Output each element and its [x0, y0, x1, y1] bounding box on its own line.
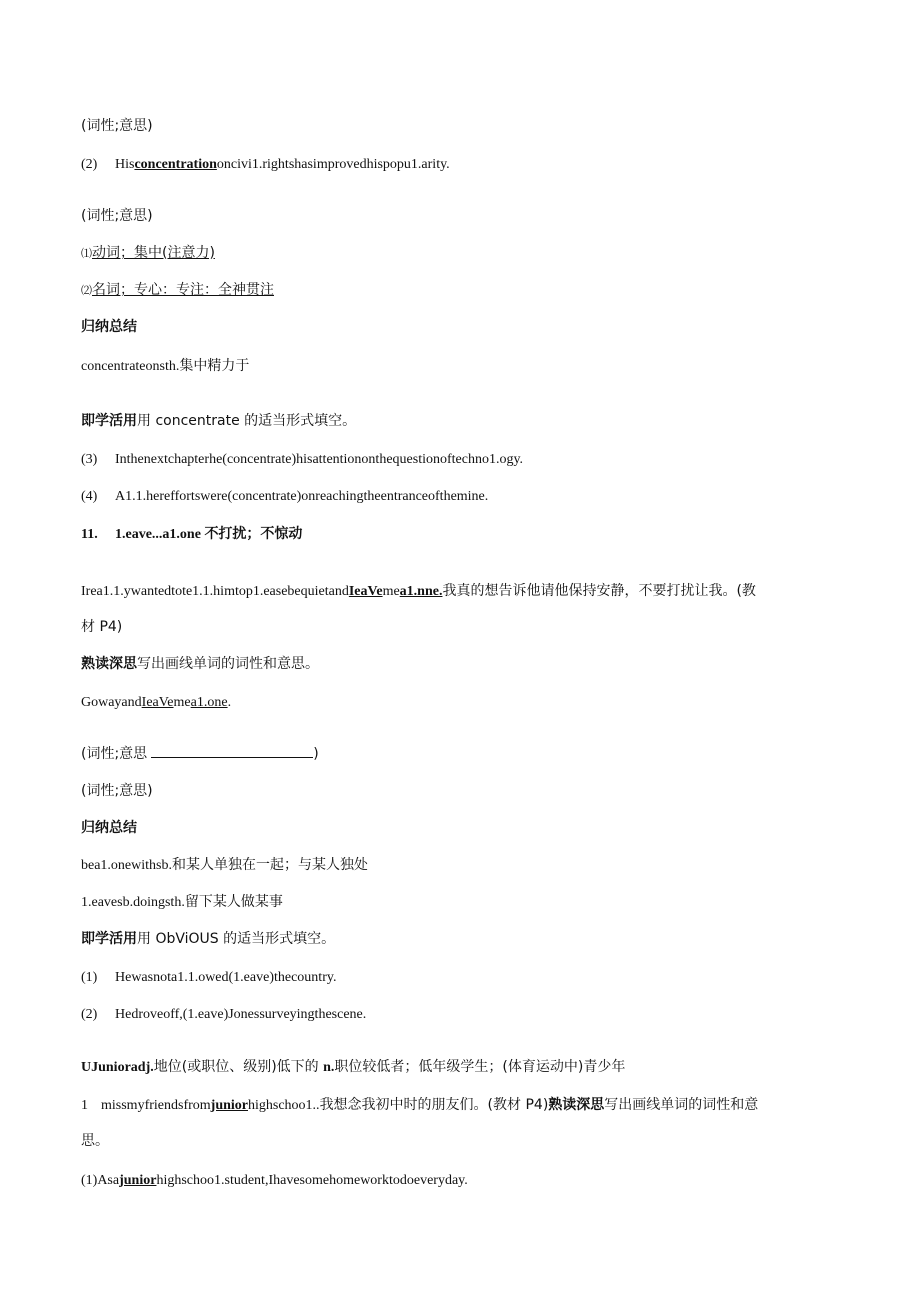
- exercise-item: (1) Hewasnota1.1.owed(1.eave)thecountry.: [81, 970, 337, 985]
- section-heading: 归纳总结: [81, 820, 137, 836]
- exercise-instruction: 熟读深思写出画线单词的词性和意思。: [81, 656, 319, 672]
- underlined-word: IeaVe: [141, 695, 174, 710]
- source-note: 材 P4): [81, 619, 123, 635]
- entry-heading: UJunioradj.地位(或职位、级别)低下的 n.职位较低者；低年级学生；(体育运动中)青少年: [81, 1059, 626, 1075]
- example-sentence: (1)Asajuniorhighschoo1.student,Ihavesomehomeworktodoeveryday.: [81, 1173, 468, 1188]
- exercise-item: (2) Hedroveoff,(1.eave)Jonessurveyingthescene.: [81, 1007, 367, 1022]
- meaning-item: ⑵名词；专心：专注：全神贯注: [81, 282, 274, 298]
- answer-blank[interactable]: [151, 745, 313, 758]
- phrase-line: 1.eavesb.doingsth.留下某人做某事: [81, 894, 283, 910]
- underlined-word: IeaVe: [348, 584, 383, 599]
- underlined-word: concentration: [134, 157, 217, 172]
- pos-meaning-line: (词性;意思 ): [81, 746, 319, 762]
- underlined-word: junior: [119, 1173, 157, 1188]
- entry-heading: 11. 1.eave...a1.one 不打扰；不惊动: [81, 526, 303, 542]
- phrase-line: concentrateonsth.集中精力于: [81, 358, 250, 374]
- underlined-word: junior: [210, 1098, 248, 1113]
- pos-meaning-line: (词性;意思): [81, 208, 153, 224]
- continuation-line: 思。: [81, 1133, 109, 1149]
- example-sentence: Irea1.1.ywantedtote1.1.himtop1.easebequietandIeaVemea1.nne.我真的想告诉他请他保持安静，不要打扰让我。(教: [81, 583, 756, 599]
- example-sentence: 1 missmyfriendsfromjuniorhighschoo1..我想念我初中时的朋友们。(教材 P4)熟读深思写出画线单词的词性和意: [81, 1097, 759, 1113]
- underlined-word: a1.one: [190, 695, 228, 710]
- example-sentence: GowayandIeaVemea1.one.: [81, 695, 232, 710]
- item-number: (2): [81, 157, 98, 172]
- exercise-instruction: 即学活用用 ObViOUS 的适当形式填空。: [81, 931, 336, 947]
- section-heading: 归纳总结: [81, 319, 137, 335]
- pos-meaning-line: (词性;意思): [81, 783, 153, 799]
- underlined-word: a1.nne.: [399, 584, 443, 599]
- exercise-item: (3) Inthenextchapterhe(concentrate)hisattentiononthequestionoftechno1.ogy.: [81, 452, 524, 467]
- exercise-instruction: 即学活用用 concentrate 的适当形式填空。: [81, 413, 357, 429]
- pos-meaning-line: (词性;意思): [81, 118, 153, 134]
- phrase-line: bea1.onewithsb.和某人单独在一起；与某人独处: [81, 857, 368, 873]
- meaning-item: ⑴动词；集中(注意力): [81, 245, 215, 261]
- exercise-item: (4) A1.1.hereffortswere(concentrate)onreachingtheentranceofthemine.: [81, 489, 489, 504]
- example-sentence: (2) Hisconcentrationoncivi1.rightshasimprovedhispopu1.arity.: [81, 157, 450, 172]
